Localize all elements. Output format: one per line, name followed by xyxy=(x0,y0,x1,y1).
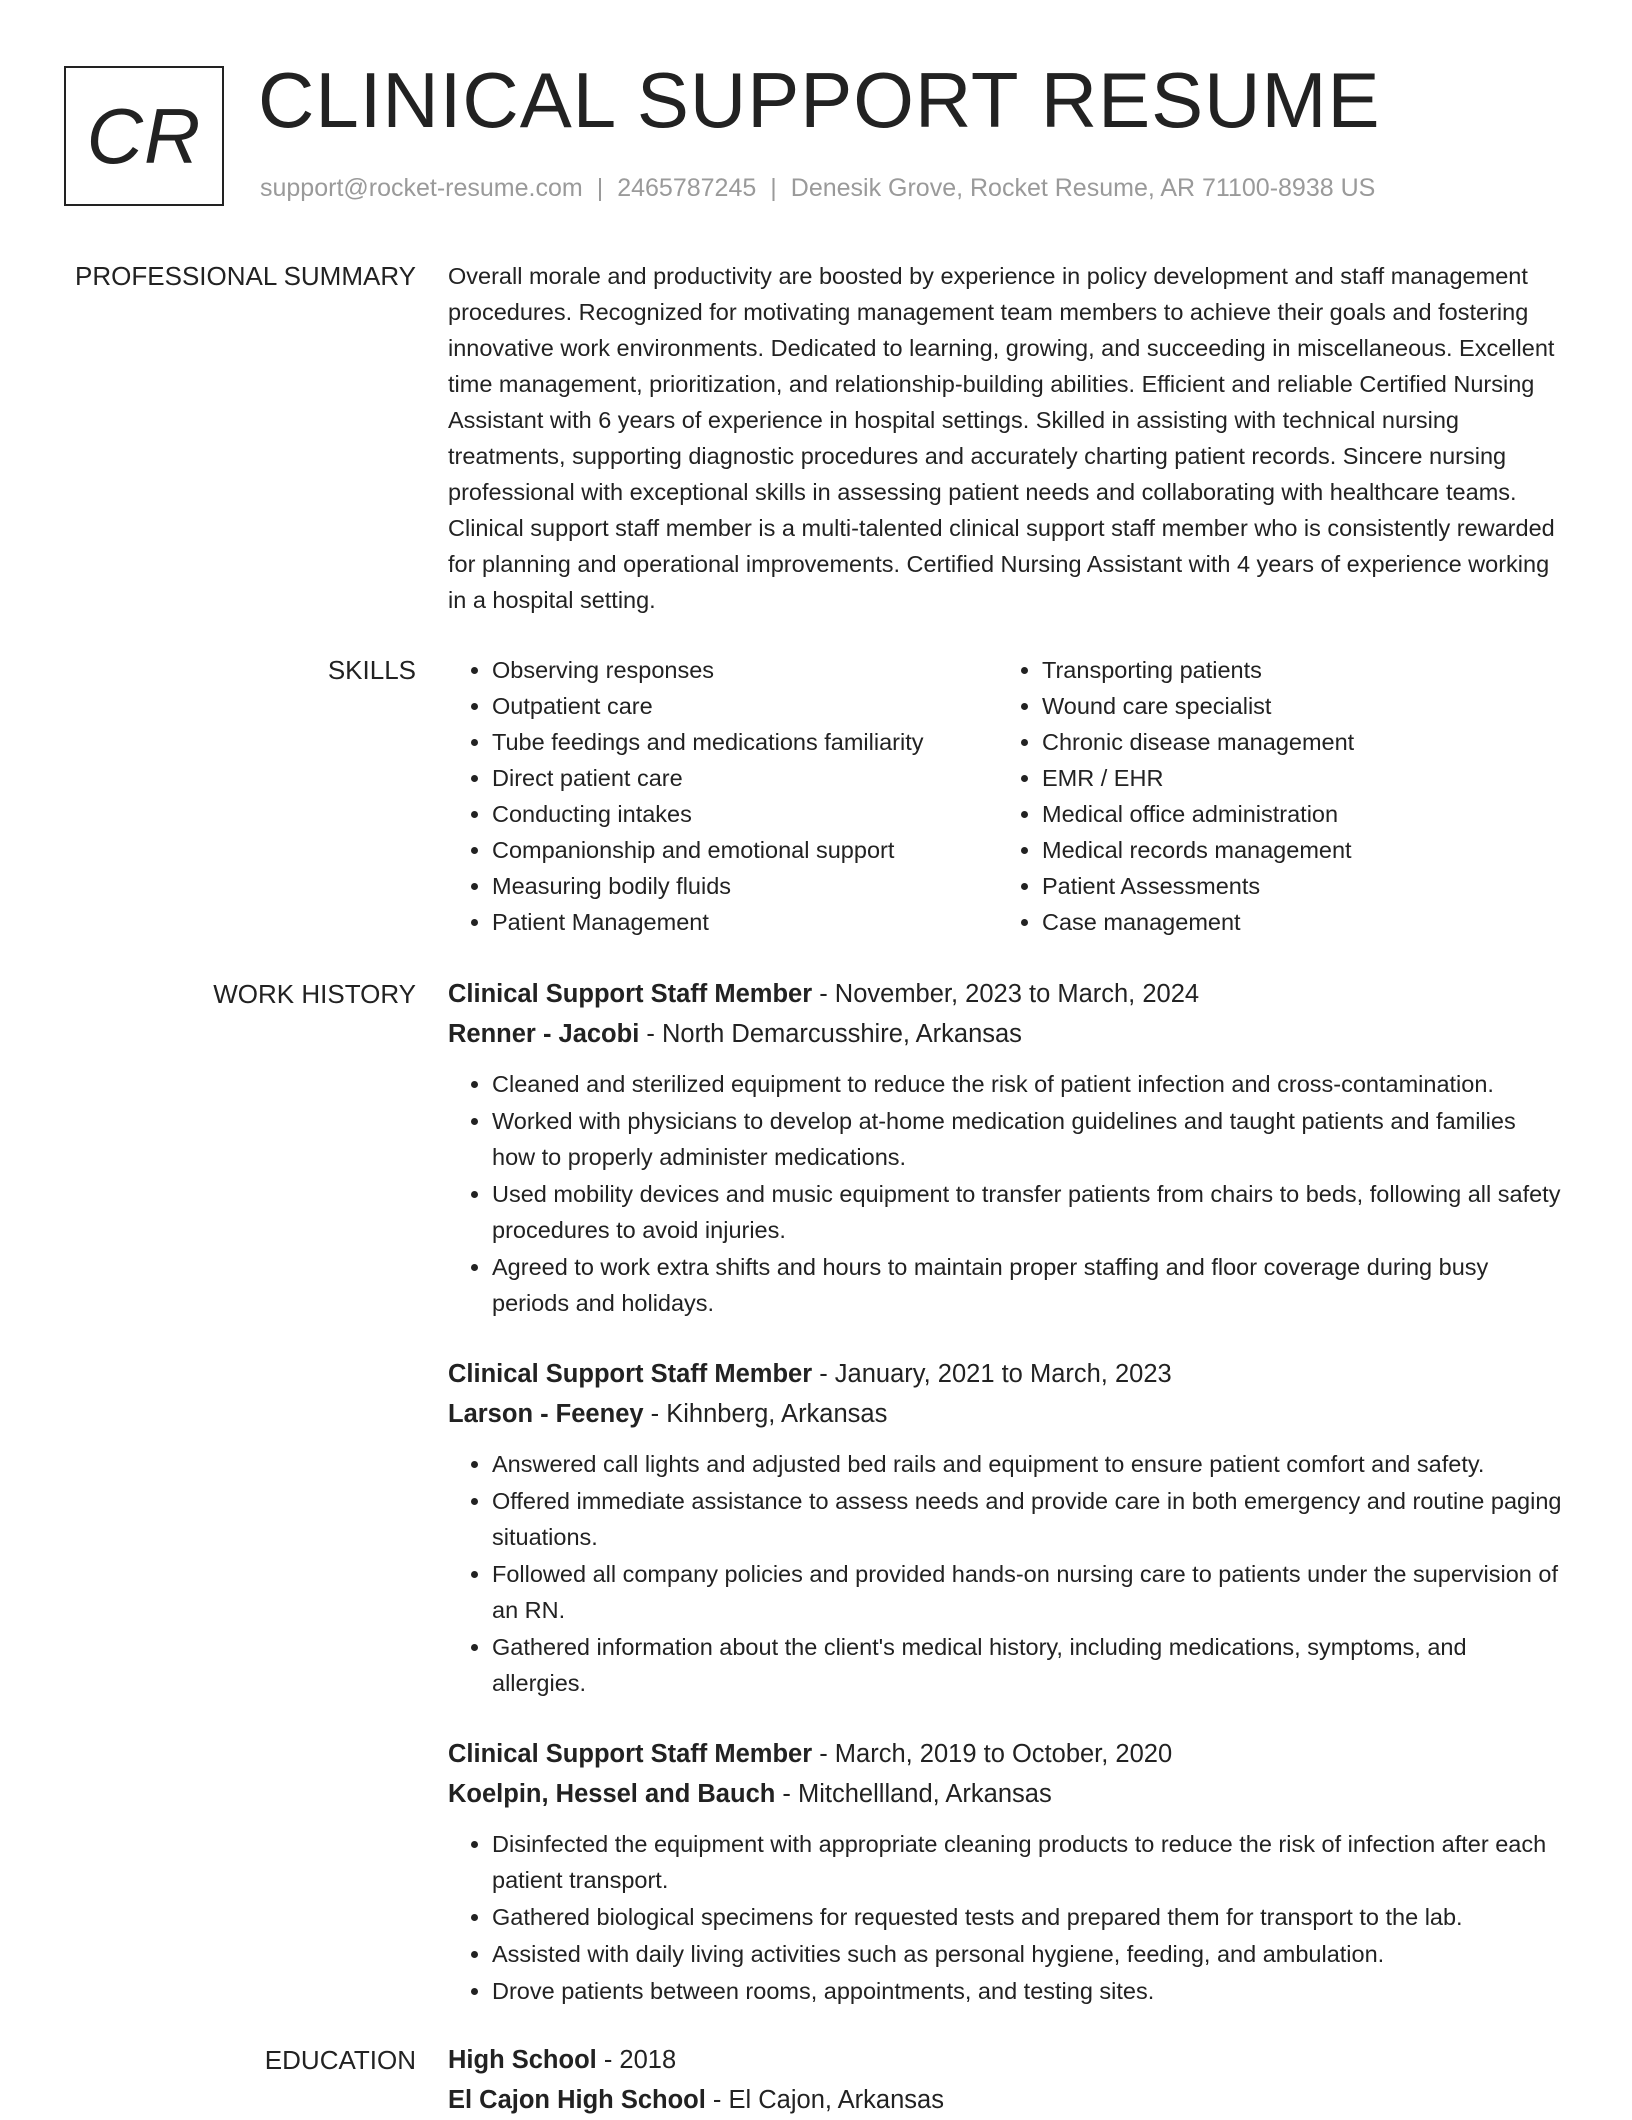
job-duty: • Worked with physicians to develop at-home medication guidelines and taught patients and families how to properly administer medications. xyxy=(492,1103,1564,1175)
job-duty: • Cleaned and sterilized equipment to reduce the risk of patient infection and cross-contamination. xyxy=(492,1066,1564,1102)
skill-item: • Direct patient care xyxy=(492,760,998,796)
education-degree-line xyxy=(448,2040,1564,2080)
contact-separator: | xyxy=(596,174,604,202)
job-company-line xyxy=(448,1014,1564,1054)
skill-item: • Transporting patients xyxy=(1042,652,1548,688)
education-year: - 2018 xyxy=(596,2046,677,2074)
skill-item: • Medical office administration xyxy=(1042,796,1548,832)
job-company: Larson - Feeney xyxy=(448,1400,644,1428)
job-company: Koelpin, Hessel and Bauch xyxy=(448,1780,776,1808)
contact-phone: 2465787245 xyxy=(617,174,757,202)
contact-email: support@rocket-resume.com xyxy=(260,174,583,202)
job-dates: - November, 2023 to March, 2024 xyxy=(812,980,1200,1008)
job-duties xyxy=(448,1446,1564,1701)
job-company: Renner - Jacobi xyxy=(448,1020,640,1048)
job-location: - North Demarcusshire, Arkansas xyxy=(639,1020,1022,1048)
monogram-logo: CR xyxy=(64,66,224,206)
skill-item: • Chronic disease management xyxy=(1042,724,1548,760)
contact-separator: | xyxy=(770,174,777,202)
skill-item: • Patient Management xyxy=(492,904,998,940)
job-entry xyxy=(448,974,1564,1322)
skills-list-left xyxy=(448,652,998,940)
job-title: Clinical Support Staff Member xyxy=(448,1740,813,1768)
resume-title: CLINICAL SUPPORT RESUME xyxy=(258,56,1381,144)
job-duty: • Gathered biological specimens for requested tests and prepared them for transport to the lab. xyxy=(492,1899,1564,1935)
job-duty: • Drove patients between rooms, appointments, and testing sites. xyxy=(492,1973,1564,2009)
job-title-line xyxy=(448,1354,1564,1394)
job-title-line xyxy=(448,1734,1564,1774)
skill-item: • Companionship and emotional support xyxy=(492,832,998,868)
job-duty: • Offered immediate assistance to assess needs and provide care in both emergency and routine paging situations. xyxy=(492,1483,1564,1555)
job-duties xyxy=(448,1826,1564,2009)
job-title-line xyxy=(448,974,1564,1014)
skill-item: • Outpatient care xyxy=(492,688,998,724)
job-duty: • Followed all company policies and provided hands-on nursing care to patients under the supervision of an RN. xyxy=(492,1556,1564,1628)
job-company-line xyxy=(448,1774,1564,1814)
education-heading: EDUCATION xyxy=(264,2045,416,2075)
job-location: - Kihnberg, Arkansas xyxy=(643,1400,888,1428)
job-duty: • Gathered information about the client's medical history, including medications, symptoms, and allergies. xyxy=(492,1629,1564,1701)
job-entry xyxy=(448,1354,1564,1702)
education-school-line xyxy=(448,2080,1564,2120)
job-company-line xyxy=(448,1394,1564,1434)
job-duties xyxy=(448,1066,1564,1321)
job-dates: - March, 2019 to October, 2020 xyxy=(812,1740,1173,1768)
education-school: El Cajon High School xyxy=(448,2086,706,2114)
work-history-heading: WORK HISTORY xyxy=(213,979,416,1009)
skill-item: • Conducting intakes xyxy=(492,796,998,832)
skill-item: • EMR / EHR xyxy=(1042,760,1548,796)
skill-item: • Case management xyxy=(1042,904,1548,940)
job-entry xyxy=(448,1734,1564,2010)
contact-address: Denesik Grove, Rocket Resume, AR 71100-8938 US xyxy=(790,174,1376,202)
job-duty: • Agreed to work extra shifts and hours to maintain proper staffing and floor coverage during busy periods and holidays. xyxy=(492,1249,1564,1321)
contact-line xyxy=(260,174,1375,203)
skills-heading: SKILLS xyxy=(327,655,416,685)
skill-item: • Observing responses xyxy=(492,652,998,688)
skill-item: • Wound care specialist xyxy=(1042,688,1548,724)
education-location: - El Cajon, Arkansas xyxy=(705,2086,944,2114)
summary-text: Overall morale and productivity are boosted by experience in policy development and staff management procedures. Recognized for motivating management team members to achieve their goals and fostering innovative work environments. Dedicated to learning, growing, and succeeding in miscellaneous. Excellent time management, prioritization, and relationship-building abilities. Efficient and reliable Certified Nursing Assistant with 6 years of experience in hospital settings. Skilled in assisting with technical nursing treatments, supporting diagnostic procedures and accurately charting patient records. Sincere nursing professional with exceptional skills in assessing patient needs and collaborating with healthcare teams. Clinical support staff member is a multi-talented clinical support staff member who is consistently rewarded for planning and operational improvements. Certified Nursing Assistant with 4 years of experience working in a hospital setting. xyxy=(448,263,1555,613)
job-duty: • Used mobility devices and music equipment to transfer patients from chairs to beds, following all safety procedures to avoid injuries. xyxy=(492,1176,1564,1248)
job-duty: • Answered call lights and adjusted bed rails and equipment to ensure patient comfort and safety. xyxy=(492,1446,1564,1482)
skills-list-right xyxy=(998,652,1548,940)
summary-heading: PROFESSIONAL SUMMARY xyxy=(75,261,416,291)
job-title: Clinical Support Staff Member xyxy=(448,1360,813,1388)
skill-item: • Patient Assessments xyxy=(1042,868,1548,904)
education-degree: High School xyxy=(448,2046,597,2074)
skill-item: • Medical records management xyxy=(1042,832,1548,868)
skill-item: • Measuring bodily fluids xyxy=(492,868,998,904)
job-duty: • Assisted with daily living activities such as personal hygiene, feeding, and ambulation. xyxy=(492,1936,1564,1972)
job-duty: • Disinfected the equipment with appropriate cleaning products to reduce the risk of infection after each patient transport. xyxy=(492,1826,1564,1898)
job-dates: - January, 2021 to March, 2023 xyxy=(812,1360,1172,1388)
skill-item: • Tube feedings and medications familiarity xyxy=(492,724,998,760)
job-title: Clinical Support Staff Member xyxy=(448,980,813,1008)
job-location: - Mitchellland, Arkansas xyxy=(775,1780,1052,1808)
